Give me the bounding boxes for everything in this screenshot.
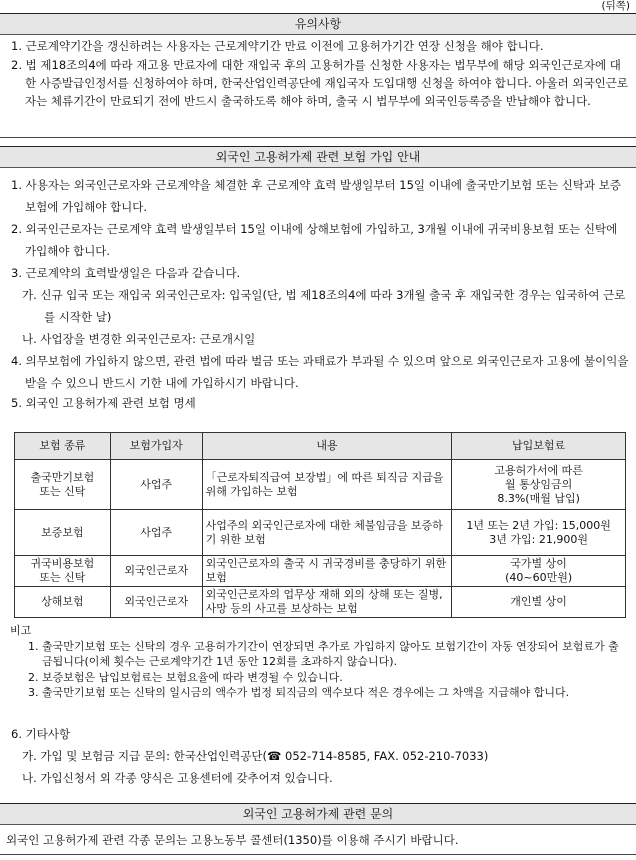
table-row (15, 460, 626, 510)
insurance-section-title: 외국인 고용허가제 관련 보험 가입 안내 (0, 146, 636, 168)
notice-item-2: 2. 법 제18조의4에 따라 재고용 만료자에 대한 재입국 후의 고용허가를 신청한 사용자는 법무부에 해당 외국인근로자에 대한 사증발급인정서를 신청하여야 하며, 한국산업인력공단에 재입국자 도입대행 신청을 하여야 합니다. 아울러 외국인근로자는 체류기간이 만료되기 전에 반드시 출국하도록 해야 하며, 출국 시 법무부에 외국인등록증을 반납해야 합니다. (11, 58, 628, 108)
insurance-spec-table (14, 432, 626, 618)
cell-content: 외국인근로자의 출국 시 귀국경비를 충당하기 위한 보험 (202, 556, 452, 587)
insurance-item-3: 3. 근로계약의 효력발생일은 다음과 같습니다. (11, 266, 241, 280)
insurance-item-3a: 가. 신규 입국 또는 재입국 외국인근로자: 입국일(단, 법 제18조의4에 따라 3개월 출국 후 재입국한 경우는 입국하여 근로를 시작한 날) (22, 288, 626, 324)
cell-premium: 고용허가서에 따른 월 통상임금의 8.3%(매월 납입) (452, 460, 626, 510)
insurance-item-4: 4. 의무보험에 가입하지 않으면, 관련 법에 따라 벌금 또는 과태료가 부과될 수 있으며 앞으로 외국인근로자 고용에 불이익을 받을 수 있으니 반드시 기한 내에 가입하시기 바랍니다. (11, 354, 629, 390)
table-remarks (0, 623, 636, 701)
cell-content: 외국인근로자의 업무상 재해 외의 상해 또는 질병, 사망 등의 사고를 보상하는 보험 (202, 587, 452, 618)
cell-premium: 개인별 상이 (452, 587, 626, 618)
insurance-item-2: 2. 외국인근로자는 근로계약 효력 발생일부터 15일 이내에 상해보험에 가입하고, 3개월 이내에 귀국비용보험 또는 신탁에 가입해야 합니다. (11, 222, 618, 258)
cell-insurance-type: 출국만기보험 또는 신탁 (15, 460, 111, 510)
page-side-label: (뒤쪽) (601, 0, 630, 12)
cell-insurance-type: 보증보험 (15, 510, 111, 556)
remark-3: 3. 출국만기보험 또는 신탁의 일시금의 액수가 법정 퇴직금의 액수보다 적은 경우에는 그 차액을 지급해야 합니다. (28, 686, 570, 699)
cell-content: 「근로자퇴직급여 보장법」에 따른 퇴직금 지급을 위해 가입하는 보험 (202, 460, 452, 510)
remarks-title: 비고 (10, 624, 32, 637)
insurance-item-6b: 나. 가입신청서 외 각종 양식은 고용센터에 갖추어져 있습니다. (22, 771, 333, 785)
cell-insurance-type: 귀국비용보험 또는 신탁 (15, 556, 111, 587)
cell-insurance-type: 상해보험 (15, 587, 111, 618)
table-row (15, 510, 626, 556)
table-header-row (15, 433, 626, 460)
notice-section-body (0, 38, 636, 110)
notice-item-1: 1. 근로계약기간을 갱신하려는 사용자는 근로계약기간 만료 이전에 고용허가기간 연장 신청을 해야 합니다. (11, 39, 544, 53)
insurance-item-1: 1. 사용자는 외국인근로자와 근로계약을 체결한 후 근로계약 효력 발생일부터 15일 이내에 출국만기보험 또는 신탁과 보증보험에 가입해야 합니다. (11, 178, 622, 214)
bottom-divider (0, 854, 636, 855)
notice-section-title: 유의사항 (0, 13, 636, 35)
inquiry-text: 외국인 고용허가제 관련 각종 문의는 고용노동부 콜센터(1350)를 이용해 주시기 바랍니다. (6, 833, 459, 847)
cell-premium: 국가별 상이 (40~60만원) (452, 556, 626, 587)
cell-subscriber: 사업주 (110, 510, 202, 556)
insurance-item-5: 5. 외국인 고용허가제 관련 보험 명세 (11, 396, 196, 410)
header-subscriber: 보험가입자 (110, 433, 202, 460)
header-insurance-type: 보험 종류 (15, 433, 111, 460)
header-content: 내용 (202, 433, 452, 460)
insurance-section-body (0, 174, 636, 412)
insurance-item-3b: 나. 사업장을 변경한 외국인근로자: 근로개시일 (22, 332, 256, 346)
cell-subscriber: 사업주 (110, 460, 202, 510)
cell-content: 사업주의 외국인근로자에 대한 체불임금을 보증하기 위한 보험 (202, 510, 452, 556)
cell-premium: 1년 또는 2년 가입: 15,000원 3년 가입: 21,900원 (452, 510, 626, 556)
table-row (15, 587, 626, 618)
header-premium: 납입보험료 (452, 433, 626, 460)
other-matters (0, 723, 636, 789)
cell-subscriber: 외국인근로자 (110, 587, 202, 618)
inquiry-section-title: 외국인 고용허가제 관련 문의 (0, 803, 636, 825)
cell-subscriber: 외국인근로자 (110, 556, 202, 587)
insurance-item-6: 6. 기타사항 (11, 727, 71, 741)
table-row (15, 556, 626, 587)
section-divider (0, 137, 636, 138)
remark-1: 1. 출국만기보험 또는 신탁의 경우 고용허가기간이 연장되면 추가로 가입하지 않아도 보험기간이 자동 연장되어 보험료가 출금됩니다(이체 횟수는 근로계약기간 1년 동안 12회를 초과하지 않습니다). (28, 639, 619, 668)
remark-2: 2. 보증보험은 납입보험료는 보험요율에 따라 변경될 수 있습니다. (28, 670, 343, 684)
insurance-item-6a: 가. 가입 및 보험금 지급 문의: 한국산업인력공단(☎ 052-714-8585, FAX. 052-210-7033) (22, 749, 489, 763)
